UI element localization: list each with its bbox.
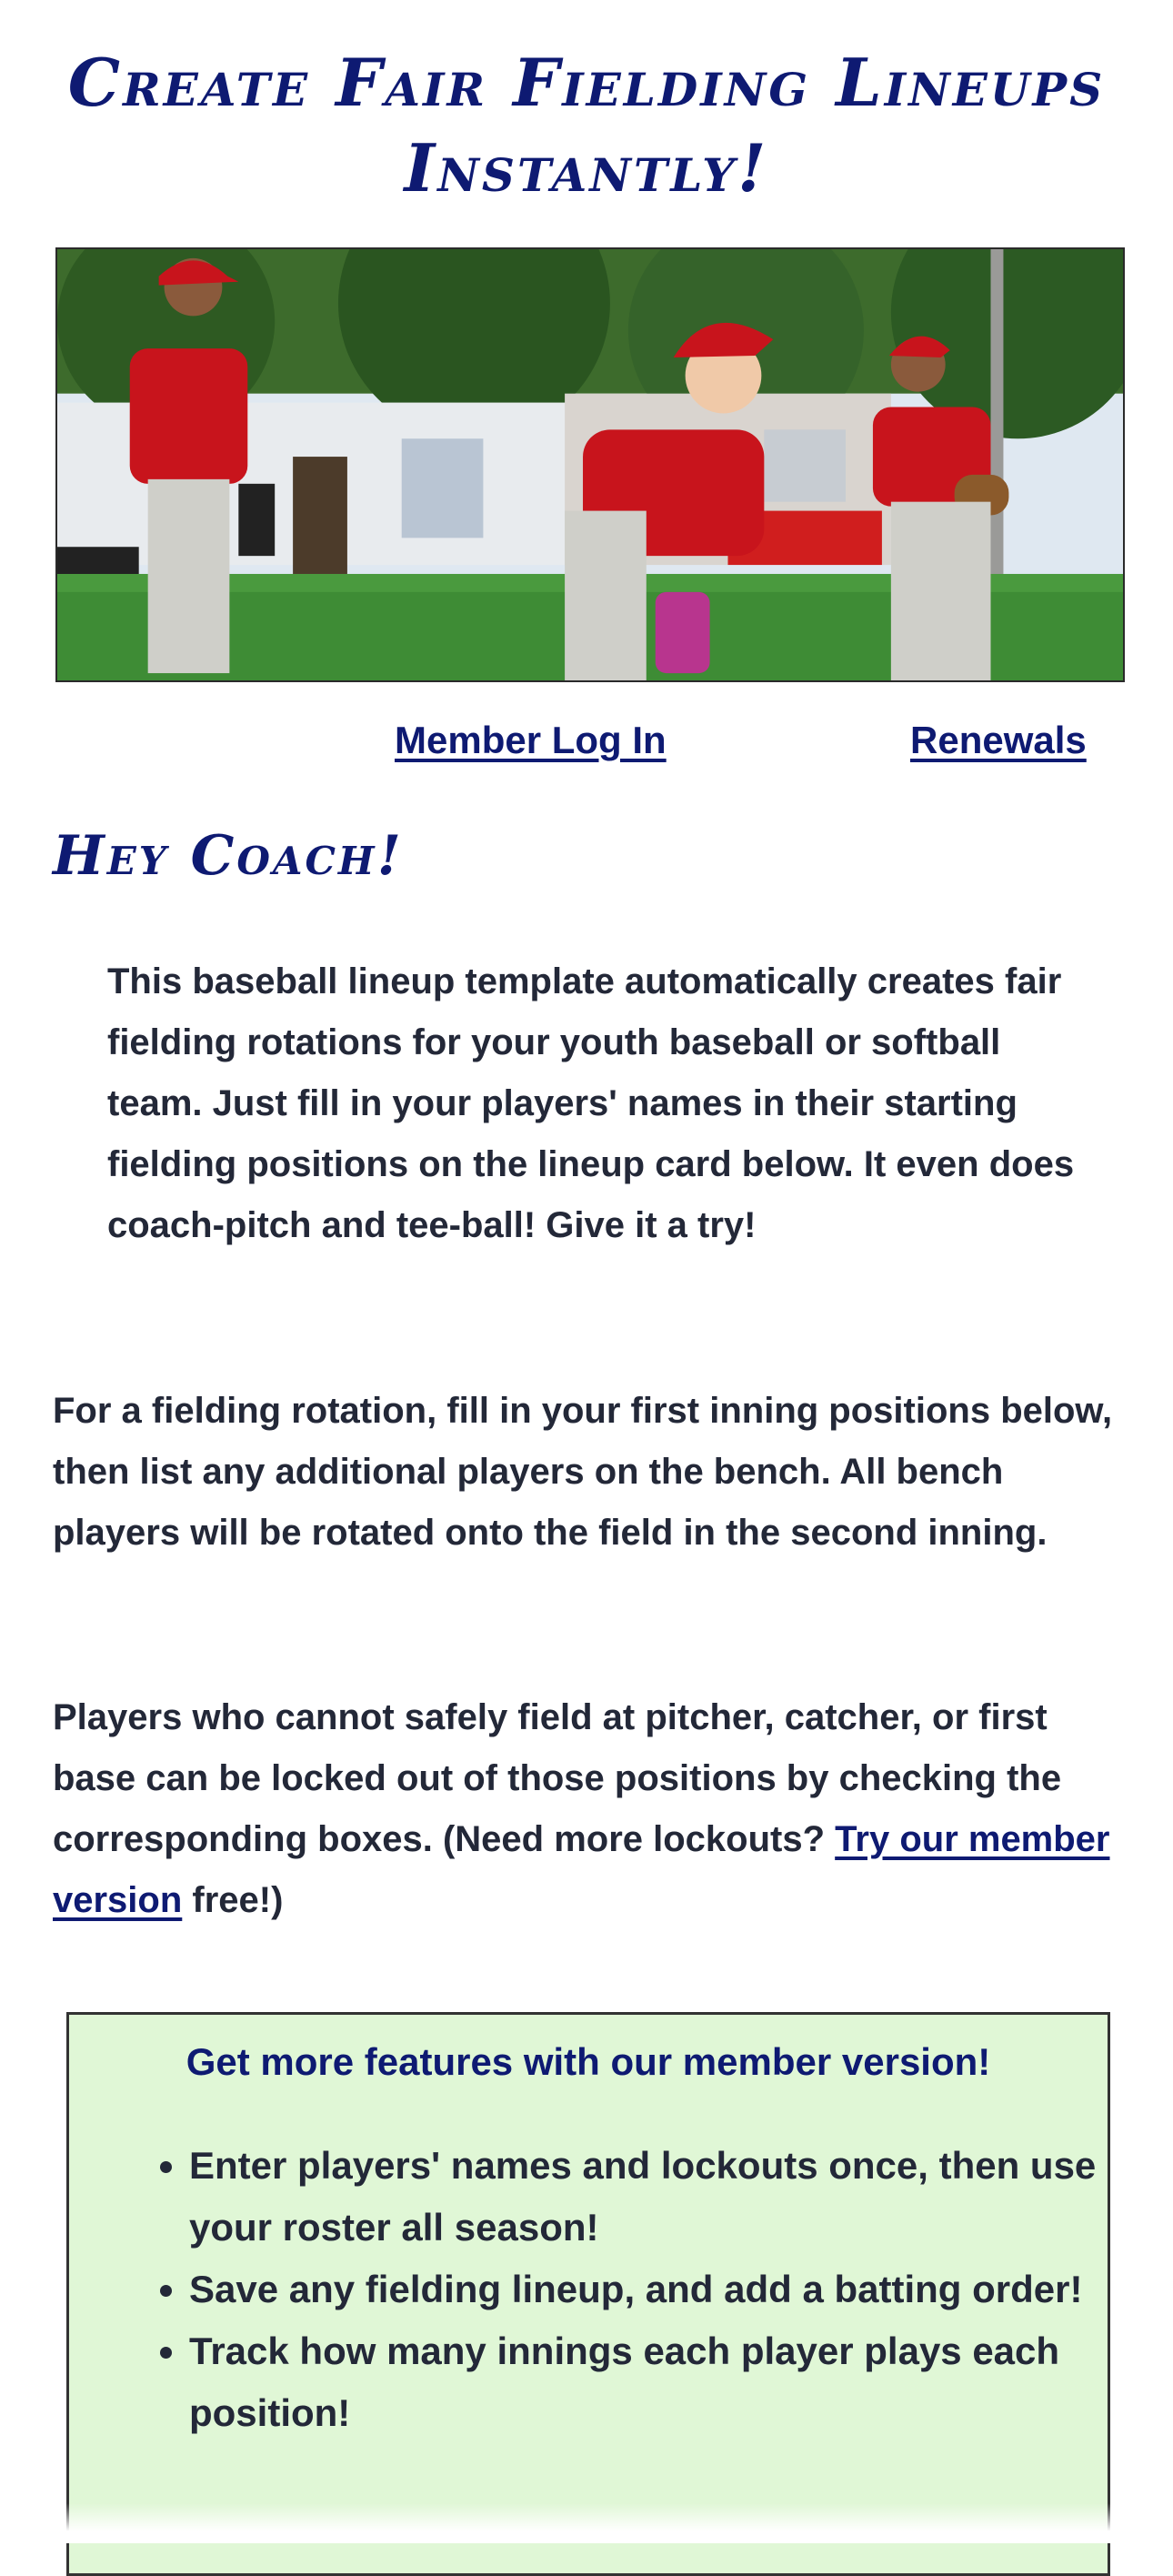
lockout-text: Players who cannot safely field at pitcher, catcher, or first base can be locked out of those positions by checking the corresponding boxes. (Need more lockouts?	[53, 1697, 1062, 1859]
intro-paragraph: This baseball lineup template automatically creates fair fielding rotations for your youth baseball or softball team. Just fill in your players' names in their starting fielding positions on the lineup card below. It even does coach-pitch and tee-ball! Give it a try!	[107, 961, 1075, 1245]
feature-item: • Track how many innings each player plays each position!	[189, 2320, 1126, 2444]
lockout-text-end: free!)	[192, 1880, 284, 1920]
hero-image	[55, 247, 1125, 682]
feature-item: • Save any fielding lineup, and add a batting order!	[189, 2259, 1126, 2320]
greeting-heading: Hey Coach!	[53, 824, 404, 888]
member-login-link[interactable]: Member Log In	[395, 719, 667, 761]
member-version-link[interactable]: Try our member version	[53, 1819, 1110, 1920]
lockout-paragraph	[53, 1687, 1139, 1931]
member-box-title: Get more features with our member version!	[185, 2040, 991, 2083]
bottom-fade	[0, 2503, 1173, 2543]
kids-baseball-photo	[57, 249, 1123, 680]
renewals-link[interactable]: Renewals	[910, 719, 1087, 761]
feature-list	[144, 2135, 1126, 2444]
rotation-paragraph: For a fielding rotation, fill in your first inning positions below, then list any additional players on the bench. All bench players will be rotated onto the field in the second inning.	[53, 1391, 1113, 1553]
feature-item: • Enter players' names and lockouts once, then use your roster all season!	[189, 2135, 1126, 2259]
page-headline: Create Fair Fielding Lineups Instantly!	[67, 44, 1106, 206]
member-features-box	[66, 2012, 1110, 2576]
